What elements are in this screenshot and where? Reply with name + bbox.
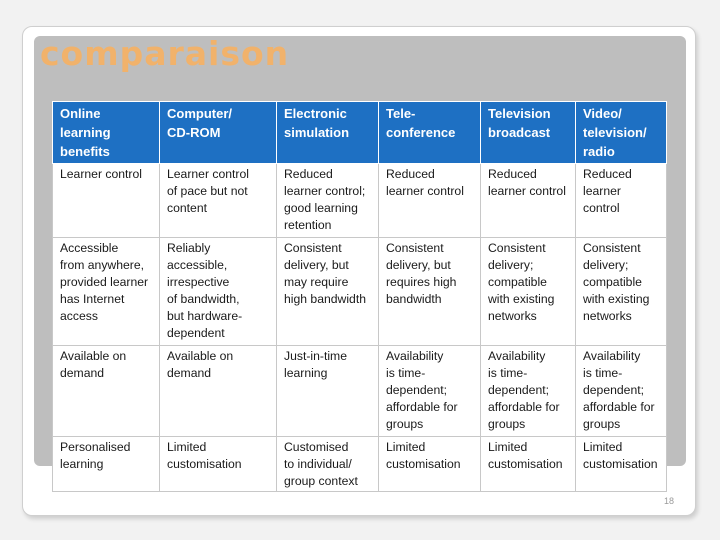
table-cell: Customised to individual/ group context — [277, 437, 379, 492]
table-cell: Learner control — [53, 164, 160, 238]
table-row — [53, 437, 667, 492]
column-header: Computer/ CD-ROM — [160, 102, 277, 164]
table-cell: Availability is time- dependent; affordable for groups — [481, 346, 576, 437]
column-header: Television broadcast — [481, 102, 576, 164]
table-cell: Consistent delivery; compatible with existing networks — [481, 238, 576, 346]
table-cell: Personalised learning — [53, 437, 160, 492]
table-cell: Limited customisation — [379, 437, 481, 492]
slide-title: comparaison — [40, 34, 290, 73]
table-cell: Availability is time- dependent; affordable for groups — [379, 346, 481, 437]
table-cell: Reduced learner control; good learning retention — [277, 164, 379, 238]
column-header: Video/ television/ radio — [576, 102, 667, 164]
table-cell: Learner control of pace but not content — [160, 164, 277, 238]
table-cell: Limited customisation — [481, 437, 576, 492]
table-cell: Just-in-time learning — [277, 346, 379, 437]
column-header: Online learning benefits — [53, 102, 160, 164]
column-header: Tele- conference — [379, 102, 481, 164]
table-cell: Available on demand — [160, 346, 277, 437]
table-cell: Limited customisation — [160, 437, 277, 492]
table-cell: Consistent delivery; compatible with existing networks — [576, 238, 667, 346]
table-cell: Available on demand — [53, 346, 160, 437]
table-cell: Reduced learner control — [481, 164, 576, 238]
table-cell: Availability is time- dependent; affordable for groups — [576, 346, 667, 437]
table-cell: Consistent delivery, but may require high bandwidth — [277, 238, 379, 346]
slide-number: 18 — [664, 496, 675, 506]
table-cell: Reduced learner control — [379, 164, 481, 238]
table-cell: Accessible from anywhere, provided learner has Internet access — [53, 238, 160, 346]
column-header: Electronic simulation — [277, 102, 379, 164]
table-cell: Reliably accessible, irrespective of bandwidth, but hardware- dependent — [160, 238, 277, 346]
table-header-row — [53, 102, 667, 164]
table-row — [53, 238, 667, 346]
table-row — [53, 346, 667, 437]
table-cell: Consistent delivery, but requires high bandwidth — [379, 238, 481, 346]
comparison-table — [52, 101, 667, 492]
table-cell: Limited customisation — [576, 437, 667, 492]
table-cell: Reduced learner control — [576, 164, 667, 238]
table-row — [53, 164, 667, 238]
comparison-table-container — [52, 101, 666, 491]
